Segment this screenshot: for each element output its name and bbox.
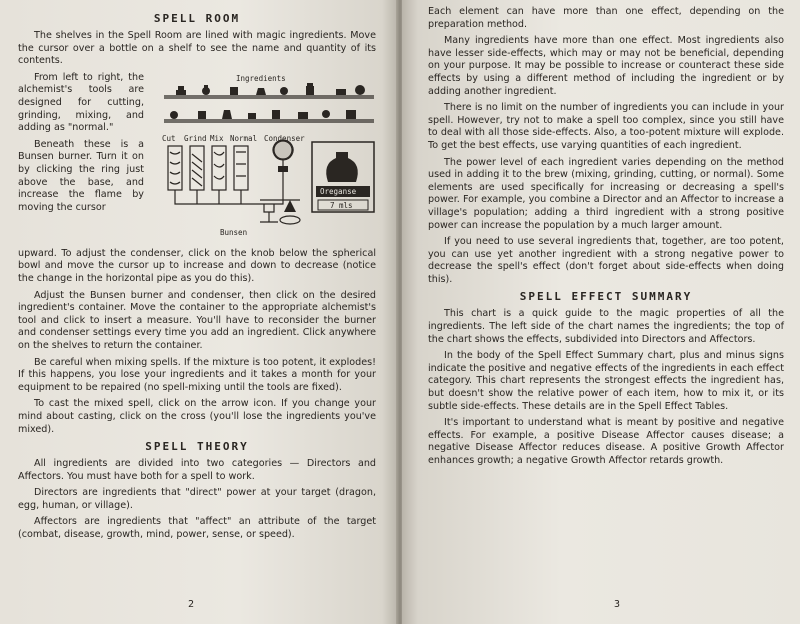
bottle-name: Oreganse: [320, 186, 357, 196]
paragraph-power: The power level of each ingredient varies depending on the method used in adding it to the brew (mixing, grinding, cutting, or normal). Some elements are used specifically for increasing or decreasing a spell's power. For example, you combine a Director and an Affector to increase a village's population; adding a third ingredient with a strong positive power can increase the population by a much larger amount.: [428, 156, 784, 231]
label-mix: Mix: [210, 133, 224, 143]
paragraph-theory-3: Affectors are ingredients that "affect" an attribute of the target (combat, disease, growth, mind, power, sense, or speed).: [18, 516, 376, 541]
bottles-bottom-shelf: [170, 110, 356, 119]
bunsen-ring: [280, 216, 300, 224]
paragraph-several: If you need to use several ingredients that, together, are too potent, you can use yet another ingredient with a strong negative power to decrease the spell's effect (don't forget about side-effects when doing this).: [428, 236, 784, 285]
paragraph-chart: This chart is a quick guide to the magic properties of all the ingredients. The left side of the chart names the ingredients; the top of the chart shows the effects, subdivided into Directors and Affectors.: [428, 308, 784, 345]
paragraph-many: Many ingredients have more than one effect. Most ingredients also have lesser side-effects, which may or may not be beneficial, depending on your purpose. It may be possible to increase or counteract these side effects by using a different method of including the ingredient or by adding another ingredient.: [428, 35, 784, 97]
paragraph-limit: There is no limit on the number of ingredients you can include in your spell. However, try not to make a spell too complex, since you still have to deal with all those side-effects. Also, a too-potent mixture will explode. To get the best effects, use varying quantities of each ingredient.: [428, 102, 784, 151]
paragraph-cast: To cast the mixed spell, click on the arrow icon. If you change your mind about casting, click on the cross (you'll lose the ingredients you've mixed).: [18, 398, 376, 435]
paragraph-theory-1: All ingredients are divided into two categories — Directors and Affectors. You must have both for a spell to work.: [18, 458, 376, 482]
section-heading-spell-room: SPELL ROOM: [153, 12, 241, 25]
label-normal: Normal: [230, 133, 258, 143]
figure-block: [18, 72, 376, 248]
paragraph-intro: The shelves in the Spell Room are lined with magic ingredients. Move the cursor over a bottle on a shelf to see the name and quantity of its contents.: [18, 30, 376, 67]
condenser-knob: [278, 166, 288, 172]
right-page: [402, 0, 800, 624]
label-ingredients: Ingredients: [236, 73, 286, 83]
bottles-top-shelf: [176, 83, 365, 95]
paragraph-tools: From left to right, the alchemist's tools are designed for cutting, grinding, mixing, and adding as "normal.": [18, 71, 144, 134]
paragraph-condenser: upward. To adjust the condenser, click on the knob below the spherical bowl and move the cursor up to increase and down to decrease (notice the change in the horizontal pipe as you do this).: [18, 247, 376, 284]
paragraph-adjust: Adjust the Bunsen burner and condenser, then click on the desired ingredient's container. Move the container to the appropriate alchemist's tool and click to insert a measure. You'll have to reconsider the burner and condenser settings every time you add an ingredient. Click anywhere on the shelves to return the container.: [18, 289, 376, 351]
paragraph-theory-2: Directors are ingredients that "direct" power at your target (dragon, egg, human, or village).: [18, 487, 376, 511]
label-bunsen: Bunsen: [220, 227, 248, 237]
spell-room-drawing: [160, 72, 378, 246]
bunsen-flame: [284, 200, 296, 212]
figure-side-text: [18, 72, 144, 219]
paragraph-body: In the body of the Spell Effect Summary chart, plus and minus signs indicate the positive and negative effects of the ingredients in each effect category. This chart represents the strongest effects the ingredient has, but doesn't show the relative power of each item, how to mix it, or its subtle side-effects. These details are in the Spell Effect Tables.: [428, 350, 784, 412]
label-cut: Cut: [162, 133, 176, 143]
label-condenser: Condenser: [264, 133, 305, 143]
label-grind: Grind: [184, 133, 207, 143]
paragraph-important: It's important to understand what is meant by positive and negative effects. For example, a positive Disease Affector causes disease; a negative Disease Affector reduces disease. A positive Growth Affector enhances growth; a negative Growth Affector retards growth.: [428, 417, 784, 466]
paragraph-top: Each element can have more than one effect, depending on the preparation method.: [428, 6, 784, 30]
section-heading-summary: SPELL EFFECT SUMMARY: [519, 290, 693, 304]
page-number-left: 2: [188, 599, 195, 610]
paragraph-careful: Be careful when mixing spells. If the mixture is too potent, it explodes! If this happens, you lose your ingredients and it takes a month for your equipment to be repaired (no spell-mixing until the tools are fixed).: [18, 356, 376, 393]
spell-room-illustration: [160, 72, 378, 246]
paragraph-bunsen: Beneath these is a Bunsen burner. Turn it on by clicking the ring just above the base, and increase the flame by moving the cursor: [18, 138, 144, 213]
condenser-bowl: [274, 141, 292, 159]
section-heading-spell-theory: SPELL THEORY: [145, 440, 249, 454]
bottle-quantity: 7 mls: [330, 200, 353, 210]
left-page: [0, 0, 398, 624]
page-number-right: 3: [614, 599, 621, 610]
